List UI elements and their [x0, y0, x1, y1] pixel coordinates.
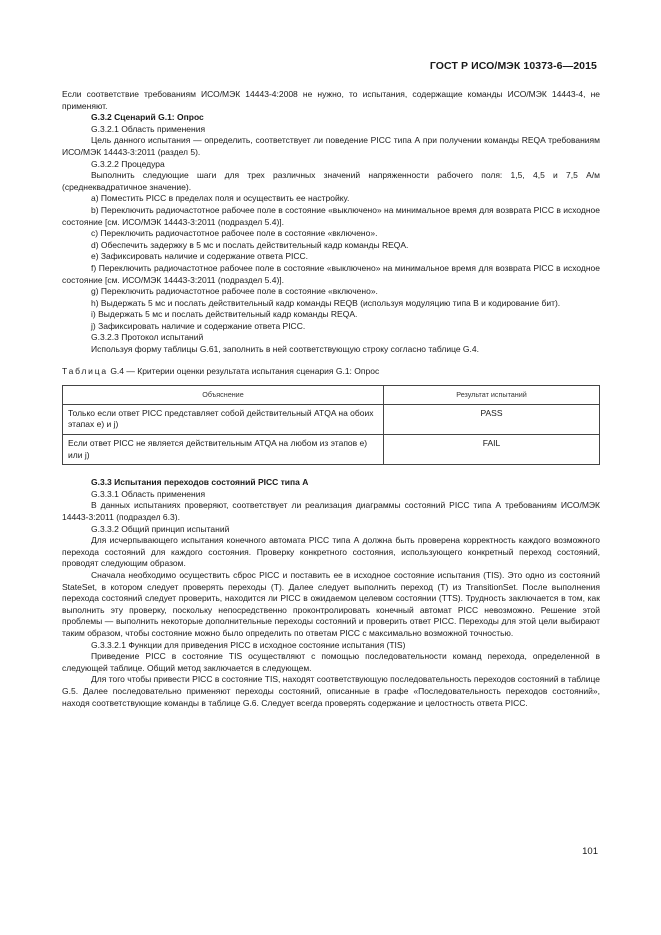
procedure-step: f) Переключить радиочастотное рабочее поле в состояние «выключено» на минимальное время для возврата PICC в исходное состояние [см. ИСО/МЭК 14443-3:2011 (подраздел 5.4)].	[62, 262, 600, 285]
procedure-step: a) Поместить PICC в пределах поля и осуществить ее настройку.	[91, 193, 350, 204]
g33-principle-paragraph-2: Сначала необходимо осуществить сброс PICC и поставить ее в исходное состояние испытания (TIS). Это одно из состояний StateSet, в котором следует проверять переходы (Т). Далее следует выполнить переход (Т) из TransitionSet. После выполнения перехода состояний следует проверить, находится ли PICC в ожидаемом целевом состоянии (TTS). Трудность заключается в том, как выполнить эту проверку, поскольку непосредственно проконтролировать конечный автомат PICC невозможно. Решение этой проблемы — выполнить некоторые дополнительные переходы состояний и проверить ответ PICC. Переходы для этой цели выбирают таким образом, чтобы состояние можно было определить по ответам PICC с максимально возможной точностью.	[62, 569, 600, 638]
table-header-row	[63, 386, 600, 405]
table-caption	[62, 366, 600, 378]
column-header-result: Результат испытаний	[384, 386, 600, 405]
g32-scope-text: Цель данного испытания — определить, соответствует ли поведение PICC типа А при получении команды REQA требованиям ИСО/МЭК 14443-3:2011 (раздел 5).	[62, 135, 600, 157]
procedure-step: c) Переключить радиочастотное рабочее поле в состояние «включено».	[91, 228, 378, 239]
g32-scope-heading: G.3.2.1 Область применения	[91, 123, 206, 134]
procedure-step: g) Переключить радиочастотное рабочее поле в состояние «включено».	[91, 286, 378, 297]
g3321-paragraph-2: Для того чтобы привести PICC в состояние TIS, находят соответствующую последовательность переходов состояний в таблице G.5. Далее последовательно применяют переходы состояний, описанные в графе «Последовательность переходов состояний», находя соответствующие команды в таблице G.6. Следует всегда проверять содержание и целостность ответа PICC.	[62, 674, 600, 708]
g32-procedure-heading: G.3.2.2 Процедура	[91, 158, 165, 169]
g33-scope-text: В данных испытаниях проверяют, соответствует ли реализация диаграммы состояний PICC типа А требованиям ИСО/МЭК 14443-3:2011 (подраздел 6.3).	[62, 500, 600, 522]
g3321-heading: G.3.3.2.1 Функции для приведения PICC в исходное состояние испытания (TIS)	[91, 639, 406, 650]
table-row	[63, 404, 600, 434]
section-g33-title: G.3.3 Испытания переходов состояний PICC типа А	[91, 477, 309, 488]
g33-principle-heading: G.3.3.2 Общий принцип испытаний	[91, 523, 230, 534]
table-caption-label: Таблица	[62, 365, 108, 376]
procedure-step: d) Обеспечить задержку в 5 мс и послать действительный кадр команды REQA.	[91, 239, 409, 250]
document-header: ГОСТ Р ИСО/МЭК 10373-6—2015	[429, 60, 597, 72]
table-row	[63, 435, 600, 465]
procedure-step: b) Переключить радиочастотное рабочее поле в состояние «выключено» на минимальное время для возврата PICC в исходное состояние [см. ИСО/МЭК 14443-3:2011 (подраздел 5.4)].	[62, 204, 600, 227]
g32-report-heading: G.3.2.3 Протокол испытаний	[91, 332, 204, 343]
section-g32-title: G.3.2 Сценарий G.1: Опрос	[91, 112, 204, 123]
g32-report-text: Используя форму таблицы G.61, заполнить в ней соответствующую строку согласно таблице G.4.	[91, 344, 479, 355]
result-cell: PASS	[384, 404, 600, 434]
procedure-step: e) Зафиксировать наличие и содержание ответа PICC.	[91, 251, 309, 262]
result-cell: FAIL	[384, 435, 600, 465]
explanation-cell: Если ответ PICC не является действительным ATQA на любом из этапов e) или j)	[63, 435, 384, 465]
g33-principle-paragraph-1: Для исчерпывающего испытания конечного автомата PICC типа А должна быть проверена корректность каждого возможного перехода состояний для каждого состояния. Проверку конкретного состояния, использующего конкретный переход состояний, проводят следующим образом.	[62, 535, 600, 569]
procedure-step: j) Зафиксировать наличие и содержание ответа PICC.	[91, 320, 306, 331]
explanation-cell: Только если ответ PICC представляет собой действительный ATQA на обоих этапах e) и j)	[63, 404, 384, 434]
g33-scope-heading: G.3.3.1 Область применения	[91, 488, 206, 499]
intro-paragraph: Если соответствие требованиям ИСО/МЭК 14443-4:2008 не нужно, то испытания, содержащие команды ИСО/МЭК 14443-4, не применяют.	[62, 89, 600, 111]
table-caption-text: G.4 — Критерии оценки результата испытания сценария G.1: Опрос	[110, 365, 380, 376]
criteria-table	[62, 385, 600, 465]
page-number: 101	[582, 846, 598, 857]
procedure-step: i) Выдержать 5 мс и послать действительный кадр команды REQA.	[91, 309, 358, 320]
g32-procedure-text: Выполнить следующие шаги для трех различных значений напряженности рабочего поля: 1,5, 4,5 и 7,5 А/м (среднеквадратичное значение).	[62, 170, 600, 192]
procedure-step: h) Выдержать 5 мс и послать действительный кадр команды REQB (используя модуляцию типа В и кодирование бит).	[91, 297, 561, 308]
page-content	[62, 89, 600, 709]
g3321-paragraph-1: Приведение PICC в состояние TIS осуществляют с помощью последовательности команд перехода, определенной в следующей таблице. Общий метод заключается в следующем.	[62, 651, 600, 673]
column-header-explanation: Объяснение	[63, 386, 384, 405]
